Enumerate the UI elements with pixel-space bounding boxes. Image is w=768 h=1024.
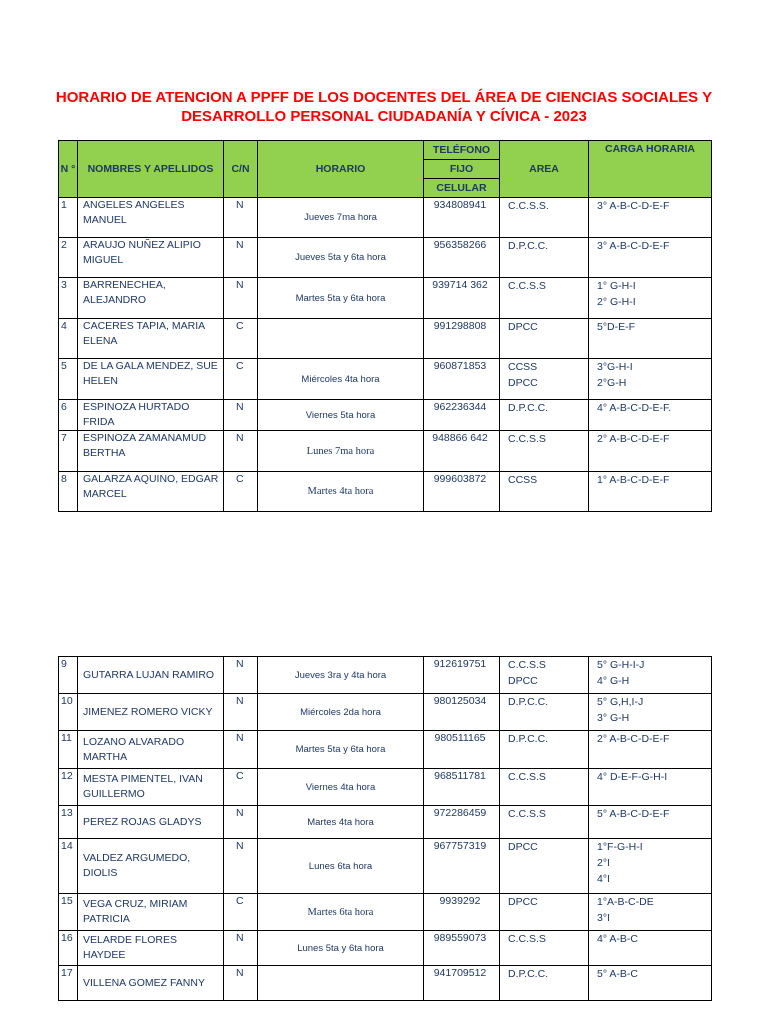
attention-schedule: Martes 5ta y 6ta hora — [258, 278, 424, 319]
teaching-load: 4° A-B-C — [589, 931, 712, 966]
teacher-name: PEREZ ROJAS GLADYS — [78, 806, 224, 839]
row-number: 17 — [59, 966, 78, 1001]
subject-area: D.P.C.C. — [500, 966, 589, 1001]
phone-number: 968511781 — [424, 769, 500, 806]
teacher-name: VALDEZ ARGUMEDO, DIOLIS — [78, 839, 224, 894]
teaching-load: 5° G,H,I-J 3° G-H — [589, 694, 712, 731]
table-body-top — [59, 198, 712, 512]
header-nombres: NOMBRES Y APELLIDOS — [78, 141, 224, 198]
subject-area: C.C.S.S — [500, 431, 589, 472]
attention-schedule: Miércoles 4ta hora — [258, 359, 424, 400]
contract-type: N — [224, 238, 258, 278]
attention-schedule: Jueves 5ta y 6ta hora — [258, 238, 424, 278]
table-row — [59, 694, 712, 731]
row-number: 4 — [59, 319, 78, 359]
teaching-load: 5°D-E-F — [589, 319, 712, 359]
phone-number: 991298808 — [424, 319, 500, 359]
subject-area: DPCC — [500, 839, 589, 894]
phone-number: 948866 642 — [424, 431, 500, 472]
table-row — [59, 359, 712, 400]
teaching-load: 2° A-B-C-D-E-F — [589, 731, 712, 769]
table-row — [59, 769, 712, 806]
teacher-name: VEGA CRUZ, MIRIAM PATRICIA — [78, 894, 224, 931]
phone-number: 941709512 — [424, 966, 500, 1001]
phone-number: 980125034 — [424, 694, 500, 731]
contract-type: C — [224, 472, 258, 512]
subject-area: DPCC — [500, 319, 589, 359]
subject-area: D.P.C.C. — [500, 694, 589, 731]
contract-type: N — [224, 431, 258, 472]
title-line-2: DESARROLLO PERSONAL CIUDADANÍA Y CÍVICA - 2023 — [181, 108, 587, 125]
row-number: 3 — [59, 278, 78, 319]
attention-schedule: Lunes 7ma hora — [258, 431, 424, 472]
contract-type: C — [224, 769, 258, 806]
row-number: 16 — [59, 931, 78, 966]
row-number: 1 — [59, 198, 78, 238]
contract-type: N — [224, 806, 258, 839]
contract-type: N — [224, 400, 258, 431]
contract-type: N — [224, 657, 258, 694]
teacher-name: VELARDE FLORES HAYDEE — [78, 931, 224, 966]
phone-number: 962236344 — [424, 400, 500, 431]
table-row — [59, 400, 712, 431]
attention-schedule: Jueves 3ra y 4ta hora — [258, 657, 424, 694]
attention-schedule: Martes 4ta hora — [258, 806, 424, 839]
table-row — [59, 731, 712, 769]
attention-schedule: Jueves 7ma hora — [258, 198, 424, 238]
teaching-load: 3° A-B-C-D-E-F — [589, 198, 712, 238]
teaching-load: 1° A-B-C-D-E-F — [589, 472, 712, 512]
subject-area: D.P.C.C. — [500, 238, 589, 278]
table-body-bottom — [59, 657, 712, 1001]
row-number: 14 — [59, 839, 78, 894]
subject-area: C.C.S.S — [500, 931, 589, 966]
table-row — [59, 839, 712, 894]
subject-area: CCSS — [500, 472, 589, 512]
teaching-load: 5° A-B-C-D-E-F — [589, 806, 712, 839]
attention-schedule: Lunes 6ta hora — [258, 839, 424, 894]
contract-type: N — [224, 278, 258, 319]
teacher-name: DE LA GALA MENDEZ, SUE HELEN — [78, 359, 224, 400]
contract-type: N — [224, 966, 258, 1001]
phone-number: 972286459 — [424, 806, 500, 839]
teaching-load: 5° A-B-C — [589, 966, 712, 1001]
teaching-load: 1°F-G-H-I 2°I 4°I — [589, 839, 712, 894]
row-number: 6 — [59, 400, 78, 431]
table-row — [59, 894, 712, 931]
row-number: 2 — [59, 238, 78, 278]
teaching-load: 4° D-E-F-G-H-I — [589, 769, 712, 806]
title-line-1: HORARIO DE ATENCION A PPFF DE LOS DOCENTES DEL ÁREA DE CIENCIAS SOCIALES Y — [55, 89, 713, 106]
contract-type: N — [224, 694, 258, 731]
phone-number: 989559073 — [424, 931, 500, 966]
row-number: 15 — [59, 894, 78, 931]
header-carga: CARGA HORARIA — [589, 141, 712, 198]
attention-schedule: Viernes 5ta hora — [258, 400, 424, 431]
row-number: 7 — [59, 431, 78, 472]
header-telefono — [424, 141, 500, 198]
teacher-name: LOZANO ALVARADO MARTHA — [78, 731, 224, 769]
teacher-name: ESPINOZA ZAMANAMUD BERTHA — [78, 431, 224, 472]
table-row — [59, 657, 712, 694]
subject-area: C.C.S.S — [500, 278, 589, 319]
teacher-name: GALARZA AQUINO, EDGAR MARCEL — [78, 472, 224, 512]
teaching-load: 4° A-B-C-D-E-F. — [589, 400, 712, 431]
contract-type: N — [224, 731, 258, 769]
subject-area: C.C.S.S DPCC — [500, 657, 589, 694]
attention-schedule — [258, 966, 424, 1001]
header-telefono-label: TELÉFONO — [424, 141, 499, 160]
subject-area: C.C.S.S. — [500, 198, 589, 238]
row-number: 9 — [59, 657, 78, 694]
table-row — [59, 931, 712, 966]
teacher-name: MESTA PIMENTEL, IVAN GUILLERMO — [78, 769, 224, 806]
header-horario: HORARIO — [258, 141, 424, 198]
table-row — [59, 472, 712, 512]
table-row — [59, 198, 712, 238]
subject-area: D.P.C.C. — [500, 400, 589, 431]
subject-area: DPCC — [500, 894, 589, 931]
header-fijo-label: FIJO — [424, 160, 499, 179]
subject-area: D.P.C.C. — [500, 731, 589, 769]
phone-number: 9939292 — [424, 894, 500, 931]
teaching-load: 1° G-H-I 2° G-H-I — [589, 278, 712, 319]
contract-type: C — [224, 894, 258, 931]
attention-schedule: Martes 4ta hora — [258, 472, 424, 512]
contract-type: N — [224, 198, 258, 238]
teaching-load: 3° A-B-C-D-E-F — [589, 238, 712, 278]
table-row — [59, 319, 712, 359]
row-number: 10 — [59, 694, 78, 731]
contract-type: C — [224, 319, 258, 359]
attention-schedule: Viernes 4ta hora — [258, 769, 424, 806]
schedule-table-bottom — [58, 656, 712, 1001]
teacher-name: BARRENECHEA, ALEJANDRO — [78, 278, 224, 319]
phone-number: 956358266 — [424, 238, 500, 278]
phone-number: 939714 362 — [424, 278, 500, 319]
teaching-load: 5° G-H-I-J 4° G-H — [589, 657, 712, 694]
teacher-name: ESPINOZA HURTADO FRIDA — [78, 400, 224, 431]
phone-number: 912619751 — [424, 657, 500, 694]
header-celular-label: CELULAR — [436, 182, 487, 194]
attention-schedule — [258, 319, 424, 359]
subject-area: CCSS DPCC — [500, 359, 589, 400]
teaching-load: 2° A-B-C-D-E-F — [589, 431, 712, 472]
table-row — [59, 966, 712, 1001]
teacher-name: ARAUJO NUÑEZ ALIPIO MIGUEL — [78, 238, 224, 278]
subject-area: C.C.S.S — [500, 769, 589, 806]
teacher-name: ANGELES ANGELES MANUEL — [78, 198, 224, 238]
attention-schedule: Martes 6ta hora — [258, 894, 424, 931]
phone-number: 980511165 — [424, 731, 500, 769]
attention-schedule: Miércoles 2da hora — [258, 694, 424, 731]
document-title — [40, 88, 728, 126]
attention-schedule: Lunes 5ta y 6ta hora — [258, 931, 424, 966]
header-cn: C/N — [224, 141, 258, 198]
row-number: 5 — [59, 359, 78, 400]
attention-schedule: Martes 5ta y 6ta hora — [258, 731, 424, 769]
table-row — [59, 806, 712, 839]
contract-type: N — [224, 931, 258, 966]
phone-number: 967757319 — [424, 839, 500, 894]
row-number: 13 — [59, 806, 78, 839]
header-area: AREA — [500, 141, 589, 198]
row-number: 8 — [59, 472, 78, 512]
header-no: N ° — [59, 141, 78, 198]
phone-number: 999603872 — [424, 472, 500, 512]
schedule-table-top — [58, 140, 712, 512]
row-number: 12 — [59, 769, 78, 806]
table-row — [59, 238, 712, 278]
subject-area: C.C.S.S — [500, 806, 589, 839]
teaching-load: 1°A-B-C-DE 3°I — [589, 894, 712, 931]
table-row — [59, 278, 712, 319]
teacher-name: CACERES TAPIA, MARIA ELENA — [78, 319, 224, 359]
phone-number: 960871853 — [424, 359, 500, 400]
teacher-name: VILLENA GOMEZ FANNY — [78, 966, 224, 1001]
contract-type: N — [224, 839, 258, 894]
teaching-load: 3°G-H-I 2°G-H — [589, 359, 712, 400]
table-row — [59, 431, 712, 472]
teacher-name: JIMENEZ ROMERO VICKY — [78, 694, 224, 731]
phone-number: 934808941 — [424, 198, 500, 238]
header-row — [59, 141, 712, 198]
contract-type: C — [224, 359, 258, 400]
row-number: 11 — [59, 731, 78, 769]
teacher-name: GUTARRA LUJAN RAMIRO — [78, 657, 224, 694]
